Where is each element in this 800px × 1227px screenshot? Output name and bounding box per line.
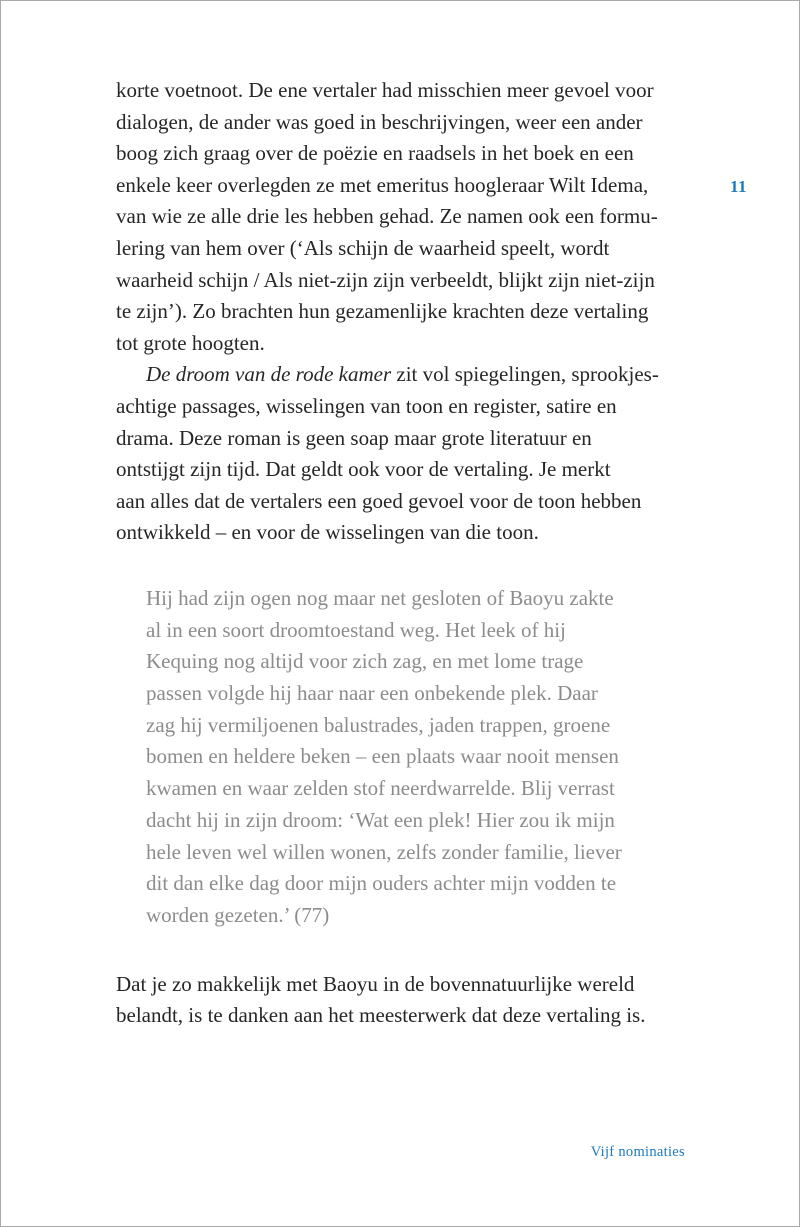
text-line	[116, 359, 691, 391]
text-line: van wie ze alle drie les hebben gehad. Ze namen ook een formu-	[116, 204, 658, 229]
quote-line: zag hij vermiljoenen balustrades, jaden trappen, groene	[146, 712, 611, 737]
quote-line: dacht hij in zijn droom: ‘Wat een plek! Hier zou ik mijn	[146, 807, 615, 832]
running-footer: Vijf nominaties	[590, 1144, 685, 1160]
text-line: achtige passages, wisselingen van toon en register, satire en	[116, 393, 617, 418]
quote-line: dit dan elke dag door mijn ouders achter mijn vodden te	[146, 871, 617, 896]
text-line: boog zich graag over de poëzie en raadsels in het boek en een	[116, 141, 634, 166]
text-line: tot grote hoogten.	[116, 330, 265, 355]
text-line: te zijn’). Zo brachten hun gezamenlijke krachten deze vertaling	[116, 299, 649, 324]
text-line: ontstijgt zijn tijd. Dat geldt ook voor de vertaling. Je merkt	[116, 457, 611, 482]
quote-line: passen volgde hij haar naar een onbekende plek. Daar	[146, 681, 598, 706]
text-line: drama. Deze roman is geen soap maar grote literatuur en	[116, 425, 592, 450]
quote-line: worden gezeten.’ (77)	[146, 902, 330, 927]
text-line: ontwikkeld – en voor de wisselingen van die toon.	[116, 520, 539, 545]
quote-line: Hij had zijn ogen nog maar net gesloten of Baoyu zakte	[146, 585, 614, 610]
block-quote	[116, 583, 691, 932]
paragraph-3	[116, 969, 691, 1032]
text-line: korte voetnoot. De ene vertaler had misschien meer gevoel voor	[116, 78, 654, 102]
book-title: De droom van de rode kamer	[146, 362, 392, 387]
text-line: Dat je zo makkelijk met Baoyu in de bovennatuurlijke wereld	[116, 971, 635, 996]
text-line: waarheid schijn / Als niet-zijn zijn verbeeldt, blijkt zijn niet-zijn	[116, 267, 655, 292]
quote-line: al in een soort droomtoestand weg. Het leek of hij	[146, 617, 566, 642]
quote-line: kwamen en waar zelden stof neerdwarrelde. Blij verrast	[146, 776, 615, 801]
text-line: dialogen, de ander was goed in beschrijvingen, weer een ander	[116, 109, 643, 134]
paragraph-2	[116, 359, 691, 549]
text-line-fragment: zit vol spiegelingen, sprookjes-	[391, 362, 659, 387]
text-line: lering van hem over (‘Als schijn de waarheid speelt, wordt	[116, 235, 610, 260]
quote-line: bomen en heldere beken – een plaats waar nooit mensen	[146, 744, 619, 769]
text-line: aan alles dat de vertalers een goed gevoel voor de toon hebben	[116, 488, 642, 513]
page-number: 11	[730, 177, 748, 196]
quote-line: hele leven wel willen wonen, zelfs zonder familie, liever	[146, 839, 622, 864]
text-line: belandt, is te danken aan het meesterwerk dat deze vertaling is.	[116, 1003, 646, 1028]
text-line: enkele keer overlegden ze met emeritus hoogleraar Wilt Idema,	[116, 172, 649, 197]
quote-line: Kequing nog altijd voor zich zag, en met lome trage	[146, 649, 584, 674]
text-column	[116, 75, 691, 1032]
paragraph-1	[116, 75, 691, 359]
